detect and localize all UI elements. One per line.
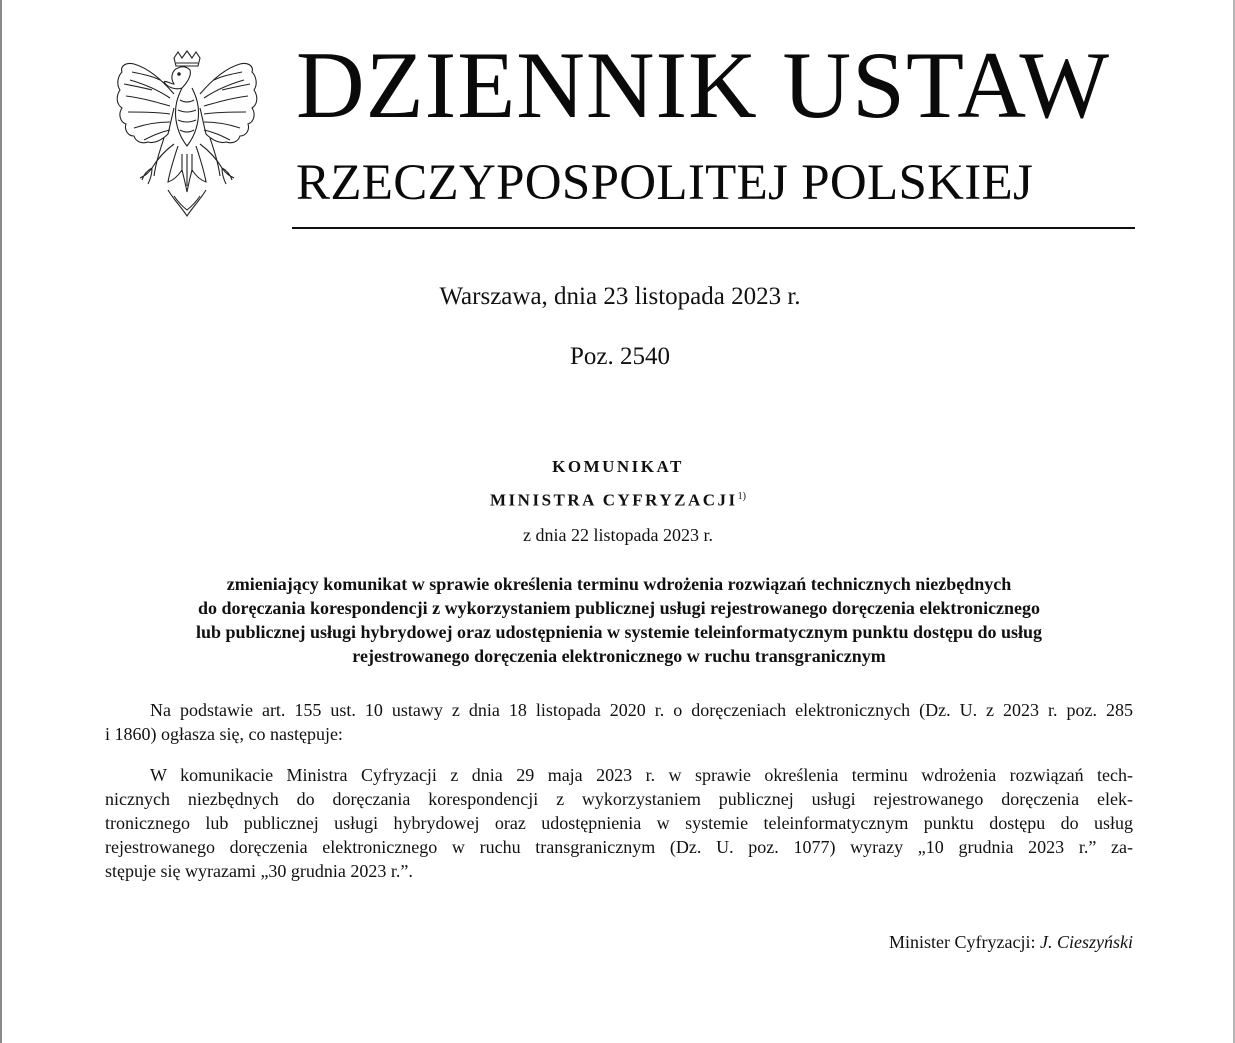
publication-date: Warszawa, dnia 23 listopada 2023 r. [439,283,801,310]
paragraph-line: i 1860) ogłasza się, co następuje: [105,724,343,744]
publication-position: Poz. 2540 [570,343,670,370]
signatory-role: Minister Cyfryzacji: [889,932,1036,952]
act-issuer-name: MINISTRA CYFRYZACJI [490,490,738,510]
signatory-name: J. Cieszyński [1040,932,1133,952]
act-subject-line: do doręczania korespondencji z wykorzystaniem publicznej usługi rejestrowanego doręczenia elektronicznego [197,598,1041,618]
act-subject-line: rejestrowanego doręczenia elektronicznego w ruchu transgranicznym [352,646,886,666]
paragraph-line: Na podstawie art. 155 ust. 10 ustawy z dnia 18 listopada 2020 r. o doręczeniach elektronicznych (Dz. U. z 2023 r. poz. 285 [150,700,1133,720]
paragraph-line: tronicznego lub publicznej usługi hybrydowej oraz udostępnienia w systemie teleinformatycznym punktu dostępu do usług [105,813,1133,833]
footnote-reference[interactable]: 1) [737,491,746,502]
journal-subtitle: RZECZYPOSPOLITEJ POLSKIEJ [296,155,1034,211]
paragraph-line: W komunikacie Ministra Cyfryzacji z dnia 29 maja 2023 r. w sprawie określenia terminu wdrożenia rozwiązań tech- [150,765,1133,785]
act-date: z dnia 22 listopada 2023 r. [523,525,713,545]
paragraph-line: nicznych niezbędnych do doręczania korespondencji z wykorzystaniem publicznej usługi rejestrowanego doręczenia elek- [105,789,1133,809]
legal-basis-paragraph [105,698,1133,746]
act-issuer [318,486,918,512]
act-subject-line: lub publicznej usługi hybrydowej oraz udostępnienia w systemie teleinformatycznym punktu dostępu do usług [195,622,1043,642]
polish-eagle-emblem-icon [112,50,262,222]
paragraph-line: rejestrowanego doręczenia elektronicznego w ruchu transgranicznym (Dz. U. poz. 1077) wyrazy „10 grudnia 2023 r.” za- [105,837,1133,857]
header-divider [292,227,1135,229]
journal-title: DZIENNIK USTAW [296,32,1111,138]
act-subject [105,572,1133,668]
act-type: KOMUNIKAT [552,457,684,476]
amendment-paragraph [105,763,1133,883]
signature [733,930,1133,954]
act-subject-line: zmieniający komunikat w sprawie określenia terminu wdrożenia rozwiązań technicznych niezbędnych [226,574,1012,594]
paragraph-line: stępuje się wyrazami „30 grudnia 2023 r.”. [105,861,413,881]
page-left-border [0,0,2,1043]
